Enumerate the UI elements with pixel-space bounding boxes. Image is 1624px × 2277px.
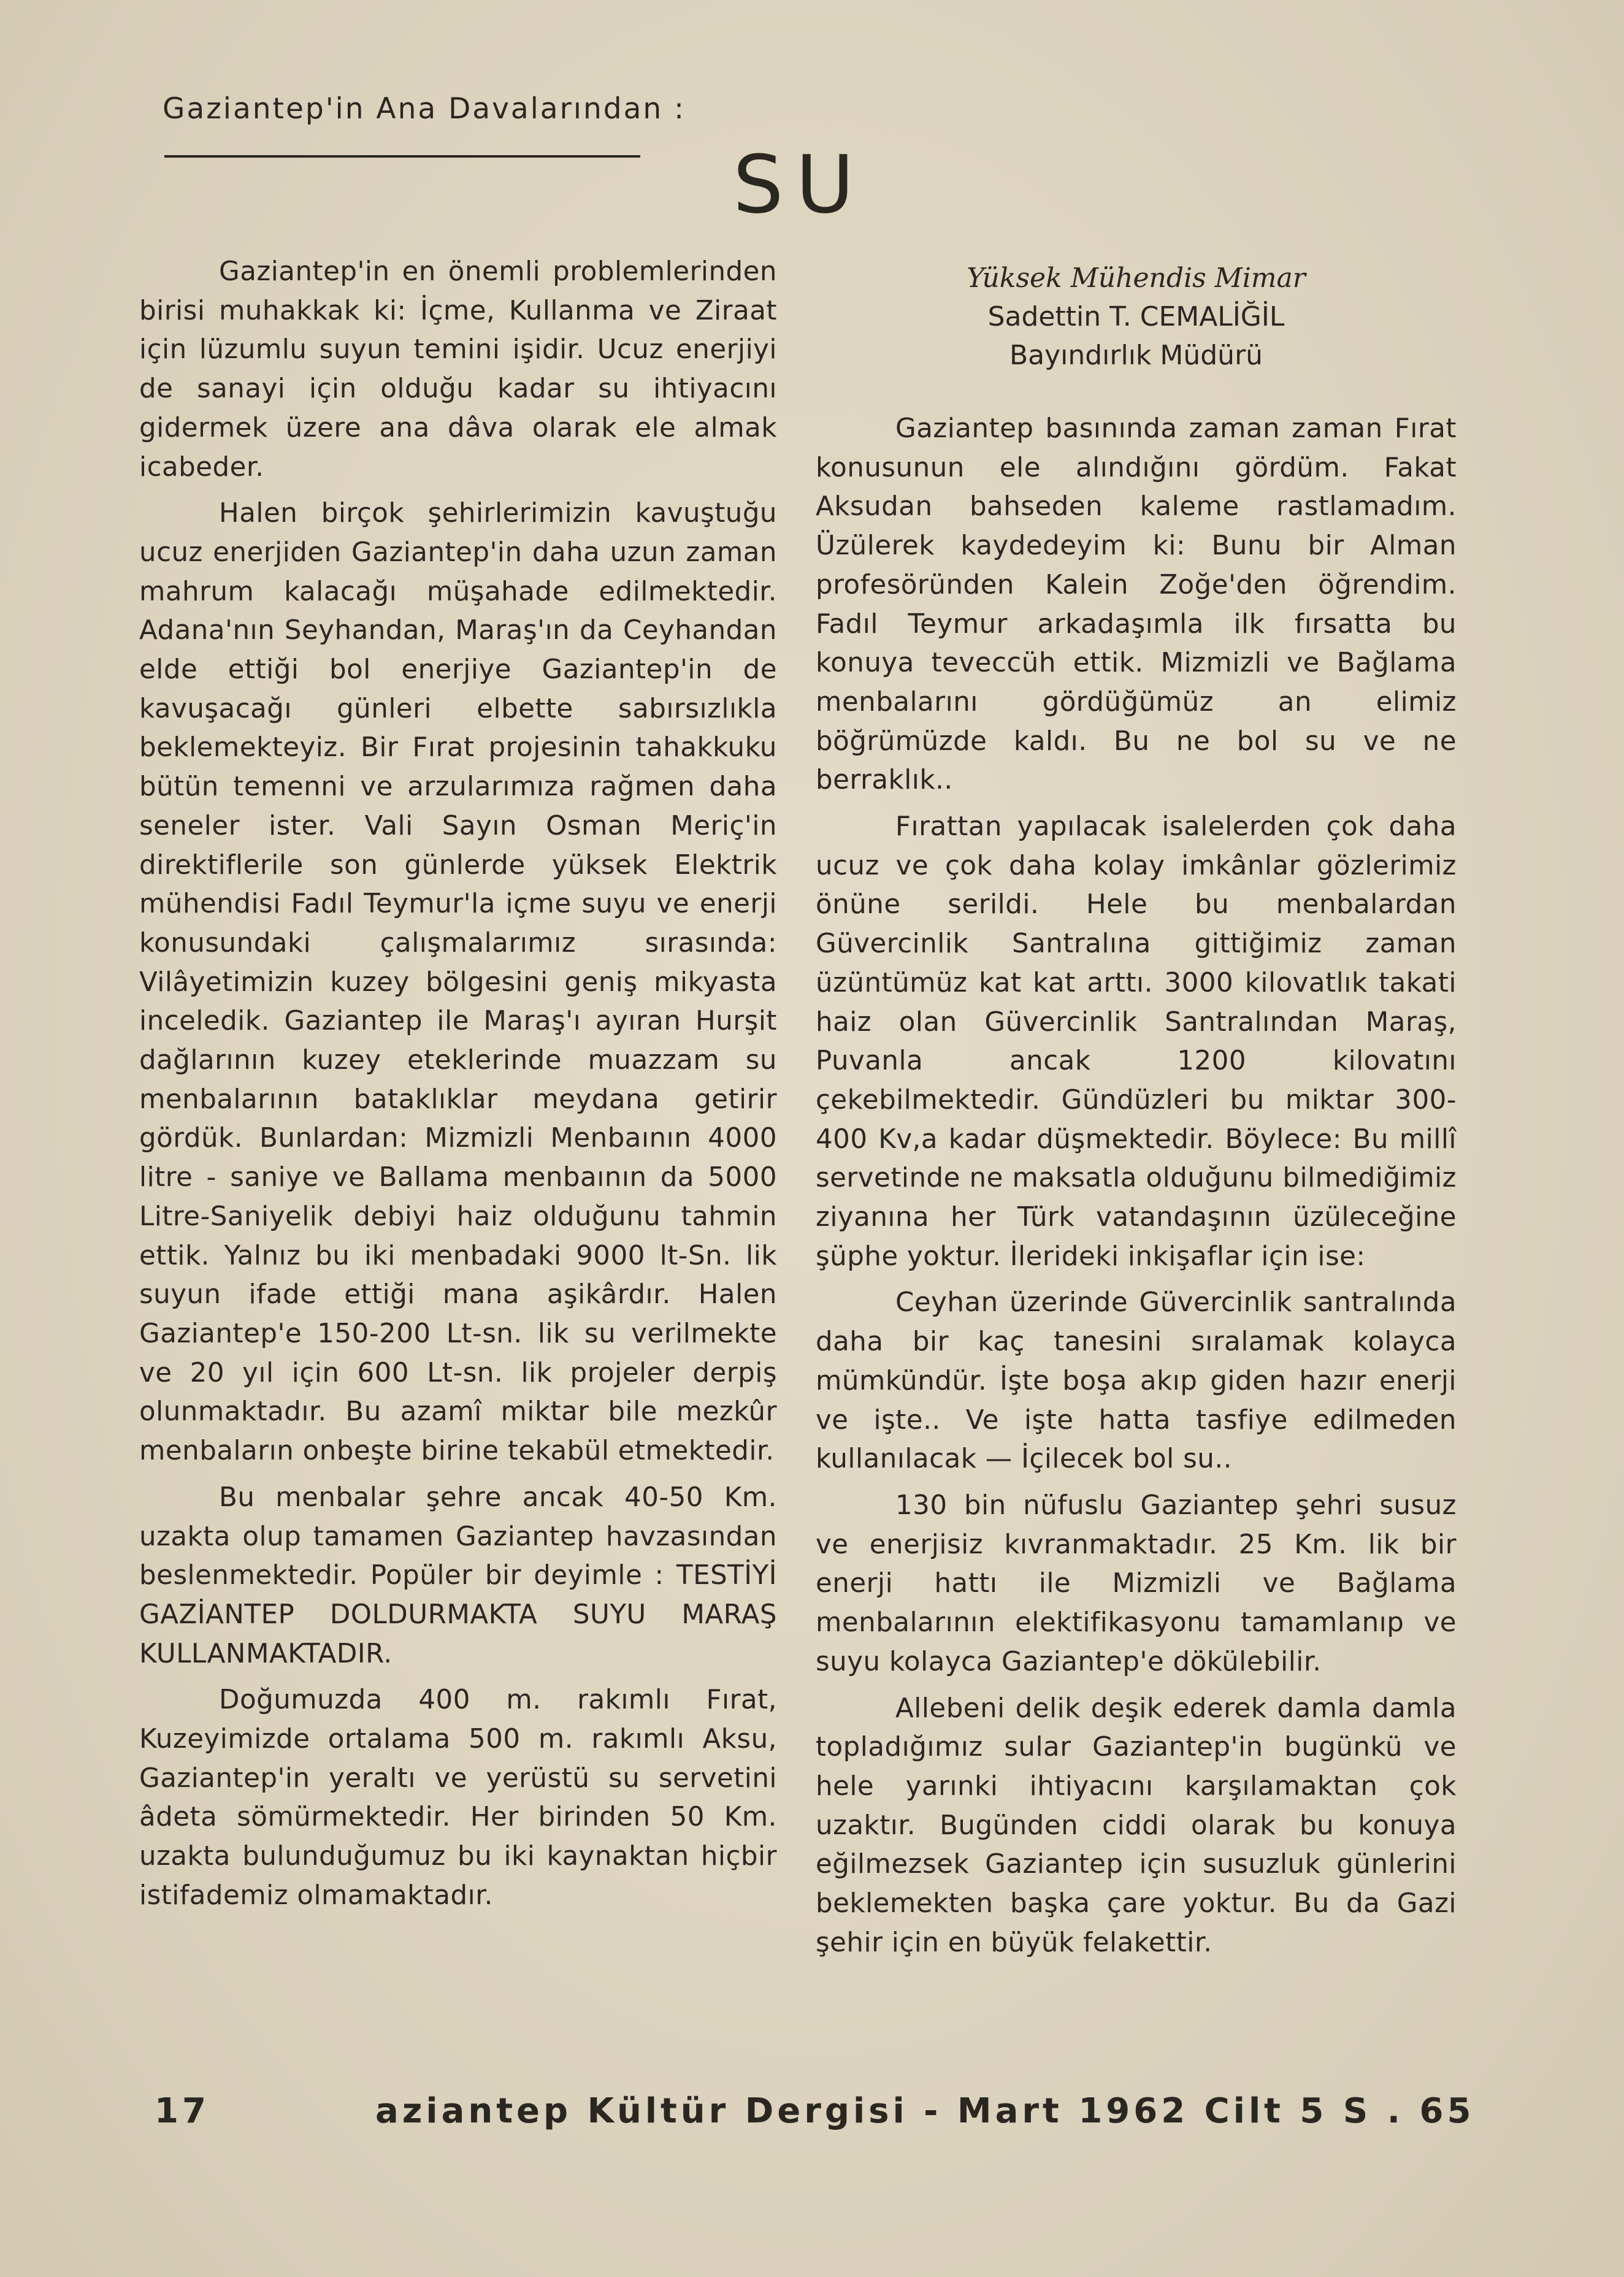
paragraph: 130 bin nüfuslu Gaziantep şehri susuz ve enerjisiz kıvranmaktadır. 25 Km. lik bir enerji hattı ile Mizmizli ve Bağlama menbalarının elektifikasyonu tamamlanıp ve suyu kolayca Gaziantep'e dökülebilir. <box>816 1490 1457 1677</box>
page-number: 17 <box>155 2091 210 2131</box>
paragraph: Halen birçok şehirlerimizin kavuştuğu ucuz enerjiden Gaziantep'in daha uzun zaman mahrum kalacağı müşahade edilmektedir. Adana'nın Seyhandan, Maraş'ın da Ceyhandan elde ettiği bol enerjiye Gaziantep'in de kavuşacağı günleri elbette sabırsızlıkla beklemekteyiz. Bir Fırat projesinin tahakkuku bütün temenni ve arzularımıza rağmen daha seneler ister. Vali Sayın Osman Meriç'in direktiflerile son günlerde yüksek Elektrik mühendisi Fadıl Teymur'la içme suyu ve enerji konusundaki çalışmalarımız sırasında: Vilâyetimizin kuzey bölgesini geniş mikyasta inceledik. Gaziantep ile Maraş'ı ayıran Hurşit dağlarının kuzey eteklerinde muazzam su menbalarının bataklıklar meydana getirir gördük. Bunlardan: Mizmizli Menbaının 4000 litre - saniye ve Ballama menbaının da 5000 Litre-Saniyelik debiyi haiz olduğunu tahmin ettik. Yalnız bu iki menbadaki 9000 lt-Sn. lik suyun ifade ettiği mana aşikârdır. Halen Gaziantep'e 150-200 Lt-sn. lik su verilmekte ve 20 yıl için 600 Lt-sn. lik projeler derpiş olunmaktadır. Bu azamî miktar bile mezkûr menbaların onbeşte birine tekabül etmektedir. <box>139 498 777 1467</box>
paragraph: Gaziantep basınında zaman zaman Fırat konusunun ele alındığını gördüm. Fakat Aksudan bahseden kaleme rastlamadım. Üzülerek kaydedeyim ki: Bunu bir Alman profesöründen Kalein Zoğe'den öğrendim. Fadıl Teymur arkadaşımla ilk fırsatta bu konuya teveccüh ettik. Mizmizli ve Bağlama menbalarını gördüğümüz an elimiz böğrümüzde kaldı. Bu ne bol su ve ne berraklık.. <box>816 413 1457 796</box>
author-position: Bayındırlık Müdürü <box>1009 340 1263 371</box>
paragraph: Doğumuzda 400 m. rakımlı Fırat, Kuzeyimizde ortalama 500 m. rakımlı Aksu, Gaziantep'in yeraltı ve yerüstü su servetini âdeta sömürmektedir. Her birinden 50 Km. uzakta bulunduğumuz bu iki kaynaktan hiçbir istifademiz olmamaktadır. <box>139 1685 777 1911</box>
author-byline <box>816 259 1457 375</box>
left-column <box>139 253 777 1923</box>
author-role: Yüksek Mühendis Mimar <box>967 262 1306 294</box>
heading-rule <box>164 155 640 158</box>
journal-footer: aziantep Kültür Dergisi - Mart 1962 Cilt 5 S . 65 <box>375 2091 1475 2131</box>
author-name: Sadettin T. CEMALİĞİL <box>987 301 1285 332</box>
right-column <box>816 410 1457 1970</box>
paragraph: Gaziantep'in en önemli problemlerinden birisi muhakkak ki: İçme, Kullanma ve Ziraat için lüzumlu suyun temini işidir. Ucuz enerjiyi de sanayi için olduğu kadar su ihtiyacını gidermek üzere ana dâva olarak ele almak icabeder. <box>139 256 777 483</box>
section-heading: Gaziantep'in Ana Davalarından : <box>163 92 686 126</box>
paragraph: Bu menbalar şehre ancak 40-50 Km. uzakta olup tamamen Gaziantep havzasından beslenmektedir. Popüler bir deyimle : TESTİYİ GAZİANTEP DOLDURMAKTA SUYU MARAŞ KULLANMAKTADIR. <box>139 1482 777 1669</box>
paragraph: Fırattan yapılacak isalelerden çok daha ucuz ve çok daha kolay imkânlar gözlerimiz önüne serildi. Hele bu menbalardan Güvercinlik Santralına gittiğimiz zaman üzüntümüz kat kat arttı. 3000 kilovatlık takati haiz olan Güvercinlik Santralından Maraş, Puvanla ancak 1200 kilovatını çekebilmektedir. Gündüzleri bu miktar 300-400 Kv,a kadar düşmektedir. Böylece: Bu millî servetinde ne maksatla olduğunu bilmediğimiz ziyanına her Türk vatandaşının üzüleceğine şüphe yoktur. İlerideki inkişaflar için ise: <box>816 811 1457 1272</box>
paragraph: Ceyhan üzerinde Güvercinlik santralında daha bir kaç tanesini sıralamak kolayca mümkündür. İşte boşa akıp giden hazır enerji ve işte.. Ve işte hatta tasfiye edilmeden kullanılacak — İçilecek bol su.. <box>816 1287 1457 1475</box>
article-title: SU <box>733 138 867 231</box>
paragraph: Allebeni delik deşik ederek damla damla topladığımız sular Gaziantep'in bugünkü ve hele yarınki ihtiyacını karşılamaktan çok uzaktır. Bugünden ciddi olarak bu konuya eğilmezsek Gaziantep için susuzluk günlerini beklemekten başka çare yoktur. Bu da Gazi şehir için en büyük felakettir. <box>816 1693 1457 1958</box>
